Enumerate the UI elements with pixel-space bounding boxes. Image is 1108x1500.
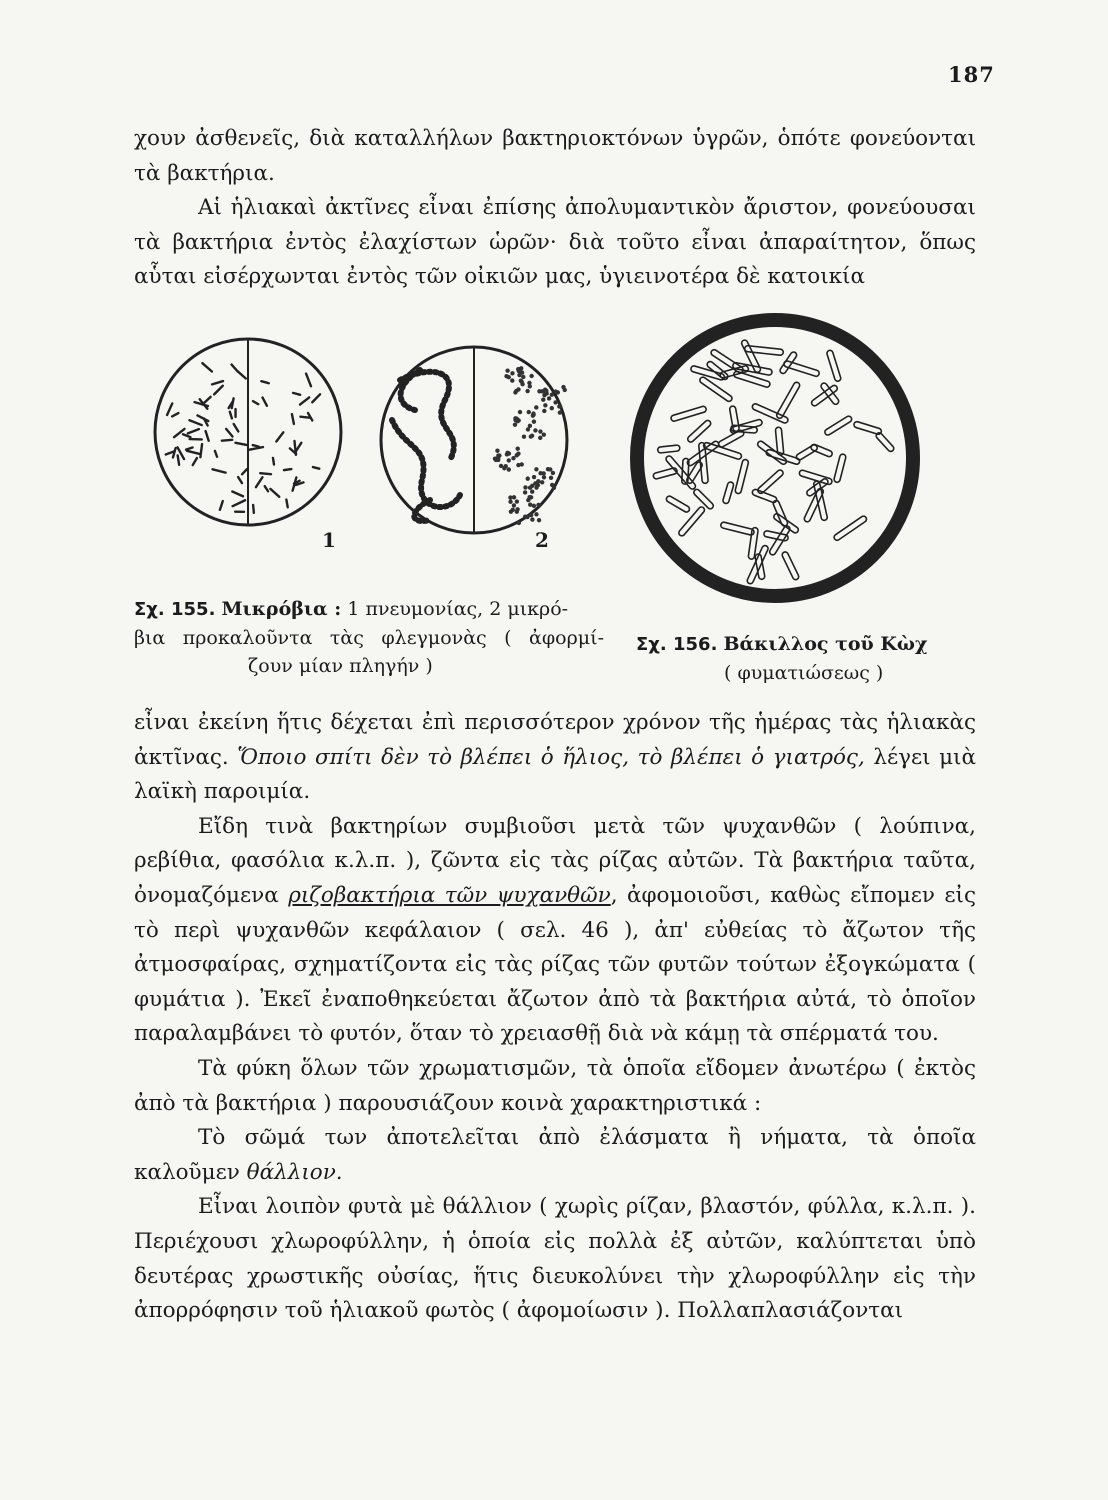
- bottom-text: [134, 706, 976, 1329]
- paragraph-6-start: Τὸ σῶμά των ἀποτελεῖται ἀπὸ ἐλάσματα ἢ νήματα, τὰ ὁποῖα καλοῦμεν: [134, 1125, 976, 1185]
- figure-156-label: Σχ. 156.: [636, 634, 718, 655]
- figure-156-title: Βάκιλλος τοῦ Κὼχ: [723, 633, 928, 655]
- proverb: Ὅποιο σπίτι δὲν τὸ βλέπει ὁ ἥλιος, τὸ βλέπει ὁ γιατρός,: [237, 744, 865, 770]
- paragraph-1: χουν ἀσθενεῖς, διὰ καταλλήλων βακτηριοκτόνων ὑγρῶν, ὁπότε φονεύονται τὰ βακτήρια.: [134, 126, 976, 186]
- figures: [130, 310, 980, 610]
- figure-156-caption: [636, 630, 976, 687]
- paragraph-4-end: , ἀφομοιοῦσι, καθὼς εἴπομεν εἰς τὸ περὶ ψυχανθῶν κεφάλαιον ( σελ. 46 ), ἀπ' εὐθείας τὸ ἄζωτον τῆς ἀτμοσφαίρας, σχηματίζοντα εἰς τὰς ρίζας τῶν φυτῶν τούτων ἐξογκώματα ( φυμάτια ). Ἐκεῖ ἐναποθηκεύεται ἄζωτον ἀπὸ τὰ βακτήρια αὐτά, τὸ ὁποῖον παραλαμβάνει τὸ φυτόν, ὅταν τὸ χρειασθῇ διὰ νὰ κάμῃ τὰ σπέρματά του.: [134, 882, 976, 1047]
- thallus-term: θάλλιον.: [246, 1159, 343, 1185]
- figure-155-line3: ζουν μίαν πληγήν ): [248, 655, 433, 677]
- paragraph-4: [134, 810, 976, 1052]
- rhizobacteria-term: ριζοβακτήρια τῶν ψυχανθῶν: [288, 882, 611, 908]
- figure-155-title: Μικρόβια :: [221, 598, 342, 620]
- figure-155-label: Σχ. 155.: [134, 599, 216, 620]
- paragraph-5: Τὰ φύκη ὅλων τῶν χρωματισμῶν, τὰ ὁποῖα εἴδομεν ἀνωτέρω ( ἐκτὸς ἀπὸ τὰ βακτήρια ) παρουσιάζουν κοινὰ χαρακτηριστικά :: [134, 1055, 976, 1116]
- koch-bacillus-circle: [637, 320, 913, 596]
- page-number: 187: [948, 62, 995, 87]
- top-text: [134, 122, 976, 295]
- microbe-circle-1: [155, 339, 341, 525]
- paragraph-6: [134, 1121, 976, 1190]
- paragraph-4-start: Εἴδη τινὰ βακτηρίων συμβιοῦσι μετὰ τῶν ψυχανθῶν ( λούπινα, ρεβίθια, φασόλια κ.λ.π. ), ζῶντα εἰς τὰς ρίζας αὐτῶν. Τὰ βακτήρια ταῦτα, ὀνομαζόμενα: [134, 813, 976, 908]
- figure-155-line2: βια προκαλοῦντα τὰς φλεγμονὰς ( ἀφορμί-: [134, 627, 604, 649]
- figure-155-line1: 1 πνευμονίας, 2 μικρό-: [347, 598, 569, 620]
- microbe-illustrations: [130, 310, 980, 610]
- paragraph-7: Εἶναι λοιπὸν φυτὰ μὲ θάλλιον ( χωρὶς ρίζαν, βλαστόν, φύλλα, κ.λ.π. ). Περιέχουσι χλωροφύλλην, ἡ ὁποία εἰς πολλὰ ἐξ αὐτῶν, καλύπτεται ὑπὸ δευτέρας χρωστικῆς οὐσίας, ἥτις διευκολύνει τὴν χλωροφύλλην εἰς τὴν ἀπορρόφησιν τοῦ ἡλιακοῦ φωτὸς ( ἀφομοίωσιν ). Πολλαπλασιάζονται: [134, 1194, 976, 1324]
- figure-156-line2: ( φυματιώσεως ): [724, 662, 884, 684]
- paragraph-3: [134, 706, 976, 810]
- figure-number-2: 2: [535, 528, 549, 552]
- figure-155-caption: [134, 595, 604, 680]
- microbe-circle-2: [381, 347, 567, 533]
- figure-number-1: 1: [322, 528, 336, 552]
- paragraph-3-start: εἶναι ἐκείνη ἥτις δέχεται ἐπὶ περισσότερον χρόνον τῆς ἡμέρας τὰς ἡλιακὰς ἀκτῖνας.: [134, 710, 976, 770]
- paragraph-3-end: λέγει μιὰ λαϊκὴ παροιμία.: [134, 744, 976, 805]
- paragraph-2: Αἱ ἡλιακαὶ ἀκτῖνες εἶναι ἐπίσης ἀπολυμαντικὸν ἄριστον, φονεύουσαι τὰ βακτήρια ἐντὸς ἐλαχίστων ὡρῶν· διὰ τοῦτο εἶναι ἀπαραίτητον, ὅπως αὗται εἰσέρχωνται ἐντὸς τῶν οἰκιῶν μας, ὑγιεινοτέρα δὲ κατοικία: [134, 195, 976, 290]
